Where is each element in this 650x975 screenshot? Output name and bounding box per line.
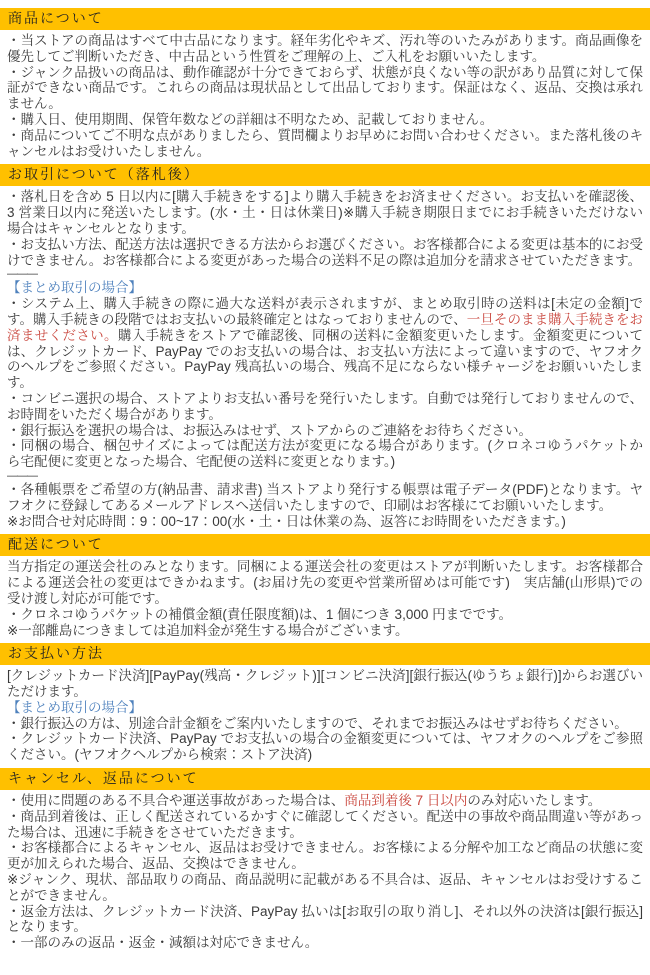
section-header: キャンセル、返品について bbox=[0, 768, 650, 790]
section-header: お支払い方法 bbox=[0, 643, 650, 665]
text-run: [クレジットカード決済][PayPay(残高・クレジット)][コンビニ決済][銀行振込(ゆうちょ銀行)]からお選びいただけます。 bbox=[7, 668, 643, 700]
text-run: ・ジャンク品扱いの商品は、動作確認が十分できておらず、状態が良くない等の訳があり品質に対して保証ができない商品です。これらの商品は現状品として出品しております。保証はなく、返品、交換は承れません。 bbox=[7, 64, 643, 112]
paragraph bbox=[7, 391, 643, 423]
paragraph bbox=[7, 668, 643, 700]
paragraph bbox=[7, 280, 643, 296]
paragraph bbox=[7, 296, 643, 391]
section-body bbox=[0, 33, 650, 159]
paragraph bbox=[7, 33, 643, 65]
paragraph bbox=[7, 935, 643, 951]
paragraph bbox=[7, 514, 643, 530]
paragraph bbox=[7, 189, 643, 236]
text-run: ※ジャンク、現状、部品取りの商品、商品説明に記載がある不具合は、返品、キャンセルはお受けすることができません。 bbox=[7, 872, 643, 903]
text-run: ・商品についてご不明な点がありましたら、質問欄よりお早めにお問い合わせください。また落札後のキャンセルはお受けいたしません。 bbox=[7, 127, 643, 159]
section-body bbox=[0, 668, 650, 763]
paragraph bbox=[7, 237, 643, 269]
sections bbox=[0, 8, 650, 951]
paragraph bbox=[7, 840, 643, 872]
subheading-blue-text: 【まとめ取引の場合】 bbox=[7, 280, 142, 296]
paragraph bbox=[7, 482, 643, 514]
emphasis-red-text: 一旦そのまま購入手続きをお済ませください。 bbox=[7, 311, 644, 343]
section-header: お取引について（落札後） bbox=[0, 164, 650, 186]
text-run: ・クレジットカード決済、PayPay でお支払いの場合の金額変更については、ヤフオクのヘルプをご参照ください。(ヤフオクヘルプから検索：ストア決済) bbox=[7, 731, 643, 763]
paragraph bbox=[7, 438, 643, 470]
text-run: ・銀行振込を選択の場合は、お振込みはせず、ストアからのご連絡をお待ちください。 bbox=[7, 422, 533, 438]
paragraph bbox=[7, 872, 643, 904]
text-run: ・使用に問題のある不具合や運送事故があった場合は、 bbox=[7, 793, 345, 809]
text-run: ・当ストアの商品はすべて中古品になります。経年劣化やキズ、汚れ等のいたみがあります。商品画像を優先してご判断いただき、中古品という性質をご理解の上、ご入札をお願いいたします。 bbox=[7, 33, 643, 64]
policy-section-1 bbox=[0, 164, 650, 529]
policy-section-2 bbox=[0, 534, 650, 638]
text-run: ※お問合せ対応時間：9：00~17：00(水・土・日は休業の為、返答にお時間をいただきます。) bbox=[7, 513, 566, 529]
section-body bbox=[0, 559, 650, 638]
text-run: ・コンビニ選択の場合、ストアよりお支払い番号を発行いたします。自動では発行しておりませんので、お時間をいただく場合があります。 bbox=[7, 390, 643, 422]
text-run: ・お支払い方法、配送方法は選択できる方法からお選びください。お客様都合による変更は基本的にお受けできません。お客様都合による変更があった場合の送料不足の際は追加分を請求させていただきます。 bbox=[7, 236, 643, 268]
paragraph bbox=[7, 809, 643, 841]
text-run: ・一部のみの返品・返金・減額は対応できません。 bbox=[7, 935, 319, 951]
text-run: のみ対応いたします。 bbox=[467, 793, 602, 809]
section-body bbox=[0, 793, 650, 951]
paragraph bbox=[7, 559, 643, 606]
paragraph bbox=[7, 65, 643, 112]
divider: ——— bbox=[7, 268, 37, 281]
text-run: ・落札日を含め 5 日以内に[購入手続きをする]より購入手続きをお済ませください。お支払いを確認後、3 営業日以内に発送いたします。(水・土・日は休業日)※購入手続き期限日までにお手続きいただけない場合はキャンセルとなります。 bbox=[7, 189, 643, 236]
text-run: 当方指定の運送会社のみとなります。同梱による運送会社の変更はストアが判断いたします。お客様都合による運送会社の変更はできかねます。(お届け先の変更や営業所留めは可能です) 実店舗(山形県)での受け渡し対応が可能です。 bbox=[7, 559, 643, 606]
text-run: 購入手続きをストアで確認後、同梱の送料に金額変更いたします。金額変更については、クレジットカード、PayPay でのお支払いの場合は、お支払い方法によって違いますので、ヤフオクのヘルプをご参照ください。PayPay 残高払いの場合、残高不足にならない様チャージをお願いいたします。 bbox=[7, 327, 643, 391]
text-run: ・購入日、使用期間、保管年数などの詳細は不明なため、記載しておりません。 bbox=[7, 111, 494, 127]
section-header: 配送について bbox=[0, 534, 650, 556]
paragraph bbox=[7, 716, 643, 732]
paragraph bbox=[7, 731, 643, 763]
text-run: ・システム上、購入手続きの際に過大な送料が表示されますが、まとめ取引時の送料は[未定の金額]です。購入手続きの段階ではお支払いの最終確定とはなっておりませんので、 bbox=[7, 296, 643, 327]
text-run: ・クロネコゆうパケットの補償金額(責任限度額)は、1 個につき 3,000 円までです。 bbox=[7, 606, 513, 622]
policy-section-4 bbox=[0, 768, 650, 951]
divider: ——— bbox=[7, 469, 37, 482]
text-run: ・銀行振込の方は、別途合計金額をご案内いたしますので、それまでお振込みはせずお待ちください。 bbox=[7, 715, 628, 731]
paragraph bbox=[7, 904, 643, 936]
text-run: ・同梱の場合、梱包サイズによっては配送方法が変更になる場合があります。(クロネコゆうパケットから宅配便に変更となった場合、宅配便の送料に変更となります。) bbox=[7, 438, 643, 470]
policy-section-3 bbox=[0, 643, 650, 763]
paragraph bbox=[7, 793, 643, 809]
paragraph bbox=[7, 112, 643, 128]
text-run: ※一部離島につきましては追加料金が発生する場合がございます。 bbox=[7, 622, 409, 638]
paragraph bbox=[7, 423, 643, 439]
text-run: ・お客様都合によるキャンセル、返品はお受けできません。お客様による分解や加工など商品の状態に変更が加えられた場合、返品、交換はできません。 bbox=[7, 840, 643, 872]
emphasis-red-text: 商品到着後 7 日以内 bbox=[344, 793, 468, 809]
paragraph bbox=[7, 700, 643, 716]
policy-section-0 bbox=[0, 8, 650, 159]
section-body bbox=[0, 189, 650, 529]
text-run: ・各種帳票をご希望の方(納品書、請求書) 当ストアより発行する帳票は電子データ(PDF)となります。ヤフオクに登録してあるメールアドレスへ送信いたしますので、印刷はお客様にてお願いいたします。 bbox=[7, 481, 643, 513]
subheading-blue-text: 【まとめ取引の場合】 bbox=[7, 699, 142, 715]
text-run: ・返金方法は、クレジットカード決済、PayPay 払いは[お取引の取り消し]、それ以外の決済は[銀行振込]となります。 bbox=[7, 903, 643, 935]
paragraph bbox=[7, 623, 643, 639]
section-header: 商品について bbox=[0, 8, 650, 30]
paragraph bbox=[7, 607, 643, 623]
paragraph bbox=[7, 128, 643, 160]
text-run: ・商品到着後は、正しく配送されているかすぐに確認してください。配送中の事故や商品間違い等があった場合は、迅速に手続きをさせていただきます。 bbox=[7, 808, 643, 840]
